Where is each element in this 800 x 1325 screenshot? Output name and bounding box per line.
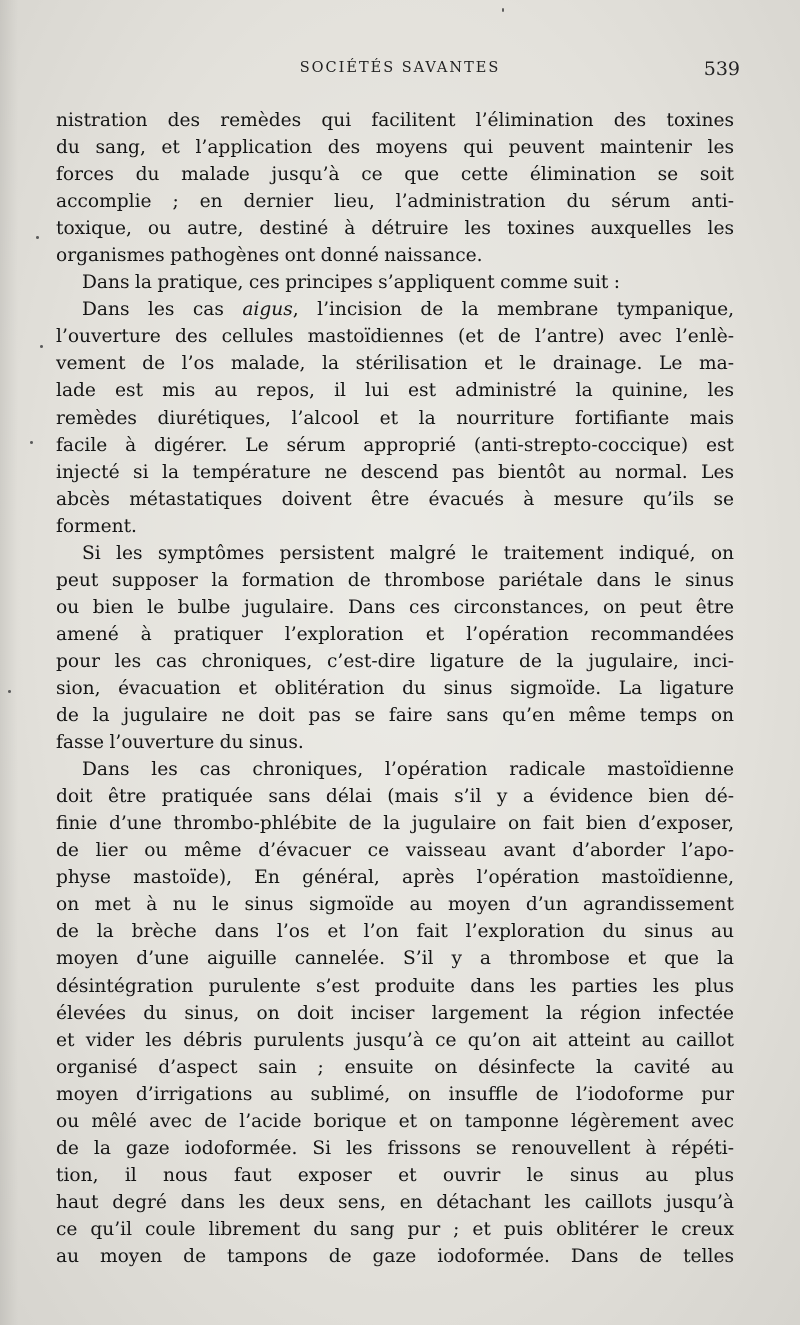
text-segment: forces du malade jusqu’à ce que cette élimination se soit xyxy=(56,164,734,186)
text-line xyxy=(56,350,734,377)
text-segment: vement de l’os malade, la stérilisation et le drainage. Le ma- xyxy=(56,353,734,375)
text-line xyxy=(56,161,734,188)
text-line xyxy=(56,864,734,891)
text-segment: toxique, ou autre, destiné à détruire les toxines auxquelles les xyxy=(56,218,734,240)
text-segment: Dans les cas chroniques, l’opération radicale mastoïdienne xyxy=(82,759,734,781)
text-line xyxy=(56,296,734,323)
text-line xyxy=(56,459,734,486)
text-segment: tion, il nous faut exposer et ouvrir le sinus au plus xyxy=(56,1164,734,1186)
text-line xyxy=(56,837,734,864)
scan-speck xyxy=(40,345,43,348)
scan-speck xyxy=(36,236,39,239)
text-segment: remèdes diurétiques, l’alcool et la nourriture fortifiante mais xyxy=(56,407,734,429)
text-segment: haut degré dans les deux sens, en détachant les caillots jusqu’à xyxy=(56,1191,734,1213)
text-line xyxy=(56,134,734,161)
text-segment: sion, évacuation et oblitération du sinus sigmoïde. La ligature xyxy=(56,677,734,699)
text-line xyxy=(56,540,734,567)
text-segment: au moyen de tampons de gaze iodoformée. Dans de telles xyxy=(56,1245,734,1267)
text-segment: de la gaze iodoformée. Si les frissons se renouvellent à répéti- xyxy=(56,1137,734,1159)
text-segment: nistration des remèdes qui facilitent l’élimination des toxines xyxy=(56,110,734,131)
body-text xyxy=(56,107,734,1270)
text-line xyxy=(56,323,734,350)
text-segment: abcès métastatiques doivent être évacués à mesure qu’ils se xyxy=(56,488,734,510)
text-segment: doit être pratiquée sans délai (mais s’il y a évidence bien dé- xyxy=(56,786,734,808)
text-line xyxy=(56,242,734,269)
text-segment: du sang, et l’application des moyens qui peuvent maintenir les xyxy=(56,137,734,159)
text-line xyxy=(56,405,734,432)
running-title: SOCIÉTÉS SAVANTES xyxy=(299,60,501,76)
text-line xyxy=(56,945,734,972)
text-line xyxy=(56,377,734,404)
text-line xyxy=(56,1243,734,1270)
text-segment: désintégration purulente s’est produite dans les parties les plus xyxy=(56,975,734,997)
text-line xyxy=(56,810,734,837)
text-segment: on met à nu le sinus sigmoïde au moyen d’un agrandissement xyxy=(56,894,734,916)
text-segment: moyen d’une aiguille cannelée. S’il y a thrombose et que la xyxy=(56,948,734,970)
italic-text-segment: aigus xyxy=(242,299,293,321)
text-line xyxy=(56,891,734,918)
text-line xyxy=(56,729,734,756)
text-segment: organisé d’aspect sain ; ensuite on désinfecte la cavité au xyxy=(56,1056,734,1078)
text-segment: , l’incision de la membrane tympanique, xyxy=(292,299,734,321)
text-segment: ce qu’il coule librement du sang pur ; et puis oblitérer le creux xyxy=(56,1218,734,1240)
text-segment: finie d’une thrombo-phlébite de la jugulaire on fait bien d’exposer, xyxy=(56,813,734,835)
page-header xyxy=(60,58,740,90)
text-line xyxy=(56,188,734,215)
text-line xyxy=(56,594,734,621)
page-number: 539 xyxy=(703,58,740,80)
text-segment: l’ouverture des cellules mastoïdiennes (et de l’antre) avec l’enlè- xyxy=(56,326,734,348)
text-line xyxy=(56,107,734,134)
scan-speck xyxy=(8,690,11,693)
text-segment: élevées du sinus, on doit inciser largement la région infectée xyxy=(56,1002,734,1024)
text-line xyxy=(56,1108,734,1135)
text-segment: ou bien le bulbe jugulaire. Dans ces circonstances, on peut être xyxy=(56,596,734,618)
text-segment: amené à pratiquer l’exploration et l’opération recommandées xyxy=(56,623,734,645)
text-line xyxy=(56,432,734,459)
page-edge-shadow xyxy=(0,0,18,1325)
text-line xyxy=(56,1162,734,1189)
text-segment: forment. xyxy=(56,515,137,537)
text-line xyxy=(56,1081,734,1108)
text-segment: de la jugulaire ne doit pas se faire sans qu’en même temps on xyxy=(56,705,734,727)
text-segment: organismes pathogènes ont donné naissance. xyxy=(56,245,483,267)
text-segment: de lier ou même d’évacuer ce vaisseau avant d’aborder l’apo- xyxy=(56,840,734,862)
text-line xyxy=(56,756,734,783)
text-segment: moyen d’irrigations au sublimé, on insuffle de l’iodoforme pur xyxy=(56,1083,734,1105)
text-segment: fasse l’ouverture du sinus. xyxy=(56,732,304,754)
text-line xyxy=(56,1189,734,1216)
text-segment: Dans la pratique, ces principes s’appliquent comme suit : xyxy=(82,272,621,294)
text-line xyxy=(56,702,734,729)
text-line xyxy=(56,973,734,1000)
text-segment: accomplie ; en dernier lieu, l’administration du sérum anti- xyxy=(56,191,734,213)
text-segment: injecté si la température ne descend pas bientôt au normal. Les xyxy=(56,461,734,483)
text-line xyxy=(56,1135,734,1162)
text-line xyxy=(56,1027,734,1054)
text-segment: Si les symptômes persistent malgré le traitement indiqué, on xyxy=(82,542,734,564)
text-line xyxy=(56,621,734,648)
text-line xyxy=(56,215,734,242)
text-line xyxy=(56,783,734,810)
text-line xyxy=(56,675,734,702)
text-line xyxy=(56,269,734,296)
text-line xyxy=(56,918,734,945)
text-segment: de la brèche dans l’os et l’on fait l’exploration du sinus au xyxy=(56,921,734,943)
text-segment: pour les cas chroniques, c’est-dire ligature de la jugulaire, inci- xyxy=(56,650,734,672)
text-line xyxy=(56,1054,734,1081)
text-line xyxy=(56,1000,734,1027)
scan-speck xyxy=(30,441,33,444)
text-segment: lade est mis au repos, il lui est administré la quinine, les xyxy=(56,380,734,402)
text-segment: peut supposer la formation de thrombose pariétale dans le sinus xyxy=(56,569,734,591)
text-line xyxy=(56,513,734,540)
text-segment: ou mêlé avec de l’acide borique et on tamponne légèrement avec xyxy=(56,1110,734,1132)
text-segment: facile à digérer. Le sérum approprié (anti-strepto-coccique) est xyxy=(56,434,734,456)
text-segment: physe mastoïde), En général, après l’opération mastoïdienne, xyxy=(56,867,734,889)
text-line xyxy=(56,567,734,594)
text-line xyxy=(56,486,734,513)
scan-speck xyxy=(502,8,504,12)
text-line xyxy=(56,648,734,675)
text-segment: Dans les cas xyxy=(82,299,243,321)
text-segment: et vider les débris purulents jusqu’à ce qu’on ait atteint au caillot xyxy=(56,1029,734,1051)
text-line xyxy=(56,1216,734,1243)
